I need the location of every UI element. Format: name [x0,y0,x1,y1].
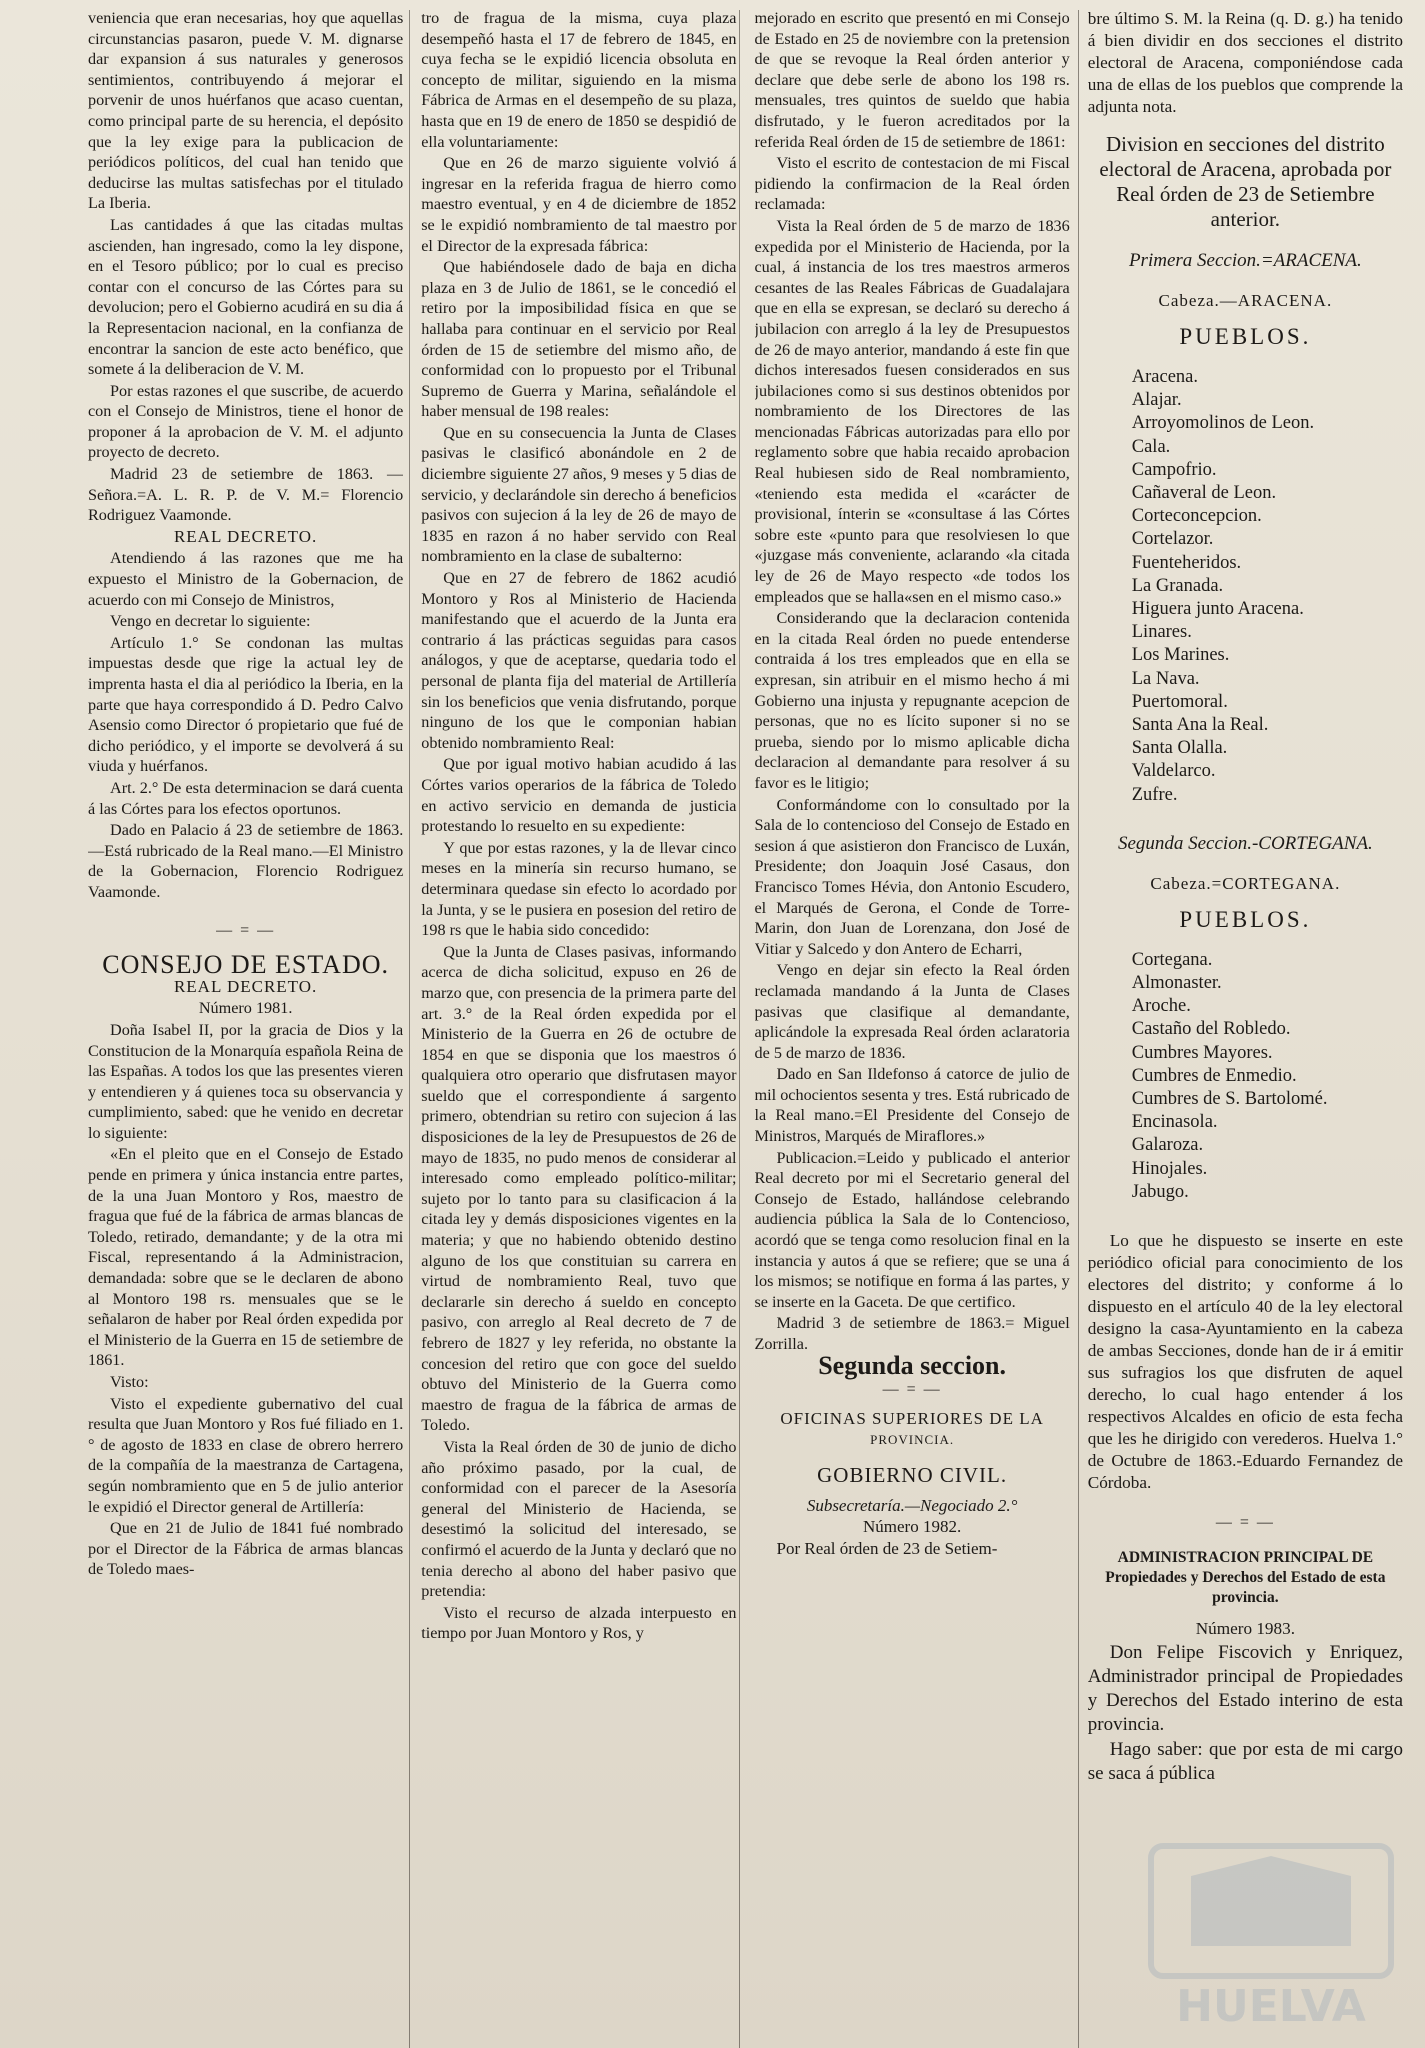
paragraph: Que por igual motivo habian acudido á las Córtes varios operarios de la fábrica de Toledo en activo servicio en demanda de justicia protestando lo resuelto en su expediente: [421,755,737,836]
paragraph: Atendiendo á las razones que me ha expuesto el Ministro de la Gobernacion, de acuerdo con mi Consejo de Ministros, [88,549,404,609]
paragraph: Visto el expediente gubernativo del cual resulta que Juan Montoro y Ros fué filiado en 1.° de agosto de 1833 en clase de obrero herrero de la compañía de la maestranza de Cartagena, según nombramiento que en 5 de julio anterior le expidió el Director general de Artillería: [88,1394,404,1516]
list-item: Santa Ana la Real. [1131,715,1269,736]
section-heading: REAL DECRETO. [173,526,318,546]
list-item: Higuera junto Aracena. [1131,599,1304,620]
stamp-word: HUELVA [1176,1981,1366,2032]
paragraph: Que en 26 de marzo siguiente volvió á ingresar en la referida fragua de hierro como maestro eventual, y en 4 de diciembre de 1852 se le expidió nombramiento de tal maestro por el Director de la expresada fábrica: [421,154,737,255]
section-heading: CONSEJO DE ESTADO. [102,950,389,980]
list-item: Cortelazor. [1131,529,1214,550]
paragraph: Art. 2.° De esta determinacion se dará cuenta á las Córtes para los efectos oportunos. [88,778,404,818]
pueblos-list-2 [1132,949,1403,1204]
paragraph: «En el pleito que en el Consejo de Estado pende en primera y única instancia entre partes, de la una Juan Montoro y Ros, maestro de fragua que fué de la fábrica de armas blancas de Toledo, retirado, demandante; y de la otra mi Fiscal, representando á la Administracion, demandada: sobre que se le declaren de abono al Montoro 198 rs. mensuales que se le señalaron de haber por Real órden expedida por el Ministerio de la Guerra en 15 de setiembre de 1861. [88,1145,404,1370]
paragraph: mejorado en escrito que presentó en mi Consejo de Estado en 25 de noviembre con la pretension de que se revoque la Real órden anterior y declare que debe serle de abono los 198 rs. mensuales, tres quintos de sueldo que habia disfrutado, y le fueron acreditados por la referida Real órden de 15 de setiembre de 1861: [754,9,1070,151]
list-item: Valdelarco. [1131,761,1216,782]
column-rule [739,10,740,2048]
column-2 [421,8,736,2048]
office-line: Subsecretaría.—Negociado 2.° [806,1495,1018,1515]
section-heading: OFICINAS SUPERIORES DE LA [780,1408,1044,1428]
division-title: Division en secciones del distrito electoral de Aracena, aprobada por Real órden de 23 de Setiembre anterior. [1099,132,1392,231]
list-item: Campofrio. [1131,459,1217,480]
list-item: Cañaveral de Leon. [1131,483,1277,504]
paragraph: Que en su consecuencia la Junta de Clases pasivas le clasificó abonándole en 2 de diciembre siguiente 27 años, 9 meses y 5 dias de servicio, y declarándole sin derecho á beneficios pasivos con sujecion á la ley de 26 de mayo de 1835 en razon á no haber servido con Real nombramiento en la clase de subalterno: [421,423,737,566]
list-item: Encinasola. [1131,1112,1218,1133]
paragraph: Vista la Real órden de 30 de junio de dicho año próximo pasado, por la cual, de conformidad con el parecer de la Asesoría general del Ministerio de Hacienda, se desestimó la solicitud del interesado, se confirmó el acuerdo de la Junta y declaró que no tenia derecho al abono del haber pasivo que pretendia: [421,1437,737,1601]
pueblos-heading: PUEBLOS. [1179,324,1312,349]
list-item: Puertomoral. [1131,691,1228,712]
paragraph: Que en 21 de Julio de 1841 fué nombrado por el Director de la Fábrica de armas blancas de Toledo maes- [88,1519,404,1579]
paragraph: Visto: [110,1373,149,1391]
column-3 [755,8,1070,2048]
list-item: Galaroza. [1131,1135,1204,1156]
paragraph: Que la Junta de Clases pasivas, informando acerca de dicha solicitud, expuso en 26 de marzo que, con presencia de la primera parte del art. 3.° de la Real órden expedida por el Ministerio de la Guerra en 26 de octubre de 1854 en que se disponia que los maestros ó qualquiera otro operario que disfrutasen mayor sueldo que el correspondiente á sargento primero, obtendrian su retiro con sujecion á las disposiciones de la ley de Presupuestos de 26 de mayo de 1835, no pudo menos de considerar al interesado como empleado político-militar; sujeto por lo tanto para su clasificacion á la citada ley y demás disposiciones vigentes en la materia; y que no habiendo obtenido destino alguno de los que constituian su carrera en virtud de nombramiento Real, tuvo que declararle sin derecho á sueldo en concepto pasivo, con arreglo al Real decreto de 7 de febrero de 1827 y ley referida, no obstante la concesion del retiro que con goce del sueldo obtuvo del Ministerio de la Guerra como maestro de fragua de la fábrica de armas de Toledo. [421,942,737,1435]
paragraph: Dado en Palacio á 23 de setiembre de 1863.—Está rubricado de la Real mano.—El Ministro de la Gobernacion, Florencio Rodriguez Vaamonde. [88,821,404,901]
document-number: Número 1982. [863,1517,962,1537]
paragraph: Considerando que la declaracion contenida en la citada Real órden no puede entenderse contraida á los tres empleados que en ella se expresan, sin atribuir en el mismo hecho á mi Gobierno una injusta y repugnante acepcion de personas, que no es lícito suponer si no se prueba, siendo por lo mismo aplicable dicha declaracion al demandante para resolver á su favor es le litigio; [754,609,1070,792]
cabeza-2: Cabeza.=CORTEGANA. [1150,873,1341,893]
paragraph: Lo que he dispuesto se inserte en este periódico oficial para conocimiento de los electores del distrito; y conforme á lo dispuesto en el artículo 40 de la ley electoral designo la casa-Ayuntamiento en la cabeza de ambas Secciones, donde han de ir á emitir sus sufragios los que disfruten de aquel derecho, lo cual hago entender á los respectivos Alcaldes en oficio de esta fecha que les he dirigido con verederos. Huelva 1.° de Octubre de 1863.-Eduardo Fernandez de Córdoba. [1087,1231,1403,1493]
list-item: Santa Olalla. [1131,738,1228,759]
paragraph: Y que por estas razones, y la de llevar cinco meses en la minería sin recurso humano, se determinara quedase sin efecto lo acordado por la Junta, y se le pusiera en posesion del retiro de 198 rs que le habia sido concedido: [421,838,737,940]
list-item: Hinojales. [1131,1158,1208,1179]
pueblos-list-1 [1132,366,1403,807]
list-item: Alajar. [1131,390,1182,411]
paragraph: Que habiéndosele dado de baja en dicha plaza en 3 de Julio de 1861, se le concedió el retiro por la imposibilidad física en que se hallaba para continuar en el servicio por Real órden de 15 de setiembre del mismo año, de conformidad con lo propuesto por el Tribunal Supremo de Guerra y Marina, señalándole el haber mensual de 198 reales: [421,258,737,421]
section-heading-1: Primera Seccion.=ARACENA. [1128,250,1362,271]
section-heading: GOBIERNO CIVIL. [817,1462,1008,1487]
list-item: Castaño del Robledo. [1131,1019,1291,1040]
paragraph: Publicacion.=Leido y publicado el anterior Real decreto por mi el Secretario general del Consejo de Estado, hallándose celebrando audiencia pública la Sala de lo Contencioso, acordó que se tenga como resolucion final en la instancia y autos á que se refiere; que se una á los mismos; se notifique en forma á las partes, y se inserte en la Gaceta. De que certifico. [754,1148,1070,1311]
paragraph: Dado en San Ildefonso á catorce de julio de mil ochocientos sesenta y tres. Está rubricado de la Real mano.=El Presidente del Consejo de Ministros, Marqués de Miraflores.» [754,1065,1070,1146]
separator: — = — [882,1381,942,1399]
list-item: Los Marines. [1131,645,1230,666]
signature-paragraph: Madrid 23 de setiembre de 1863. —Señora.=A. L. R. P. de V. M.= Florencio Rodriguez Vaamonde. [88,465,404,525]
list-item: Almonaster. [1131,973,1222,994]
cabeza-1: Cabeza.—ARACENA. [1158,291,1333,310]
list-item: Jabugo. [1131,1181,1189,1202]
paragraph: Visto el recurso de alzada interpuesto en tiempo por Juan Montoro y Ros, y [421,1603,737,1643]
paragraph: Doña Isabel II, por la gracia de Dios y la Constitucion de la Monarquía española Reina de las Españas. A todos los que las presentes vieren y entendieren y á quienes toca su observancia y cumplimiento, sabed: que he venido en decretar lo siguiente: [88,1020,404,1142]
list-item: Fuenteheridos. [1131,552,1242,573]
paragraph: bre último S. M. la Reina (q. D. g.) ha tenido á bien dividir en dos secciones el distrito electoral de Aracena, componiéndose cada una de ellas de los pueblos que comprende la adjunta nota. [1087,9,1403,116]
column-rule [1078,10,1079,2048]
list-item: Cala. [1131,436,1171,457]
paragraph: Conformándome con lo consultado por la Sala de lo contencioso del Consejo de Estado en sesion á que asistieron don Francisco de Luxán, Presidente; don Joaquin José Casaus, don Francisco Tomes Hévia, don Antonio Escudero, el Marqués de Gerona, el Conde de Torre-Marin, don Juan de Lorenzana, don José de Vitiar y Salcedo y don Antero de Echarri, [754,795,1070,958]
paragraph: Artículo 1.° Se condonan las multas impuestas desde que rige la actual ley de imprenta hasta el dia al periódico la Iberia, en la parte que haya correspondido á D. Pedro Calvo Asensio como Director ó propietario que fué de dicho periódico, y el importe se devolverá á su viuda y huérfanos. [88,633,404,776]
paragraph: Vengo en decretar lo siguiente: [110,612,311,631]
paragraph: Vengo en dejar sin efecto la Real órden reclamada mandando á la Junta de Clases pasivas que clasifique al demandante, aplicándole la expresada Real órden aclaratoria de 5 de marzo de 1836. [754,961,1070,1062]
paragraph: tro de fragua de la misma, cuya plaza desempeñó hasta el 17 de febrero de 1845, en cuya fecha se le expidió licencia obsoluta en concepto de militar, siguiendo en la misma Fábrica de Armas en el desempeño de su plaza, hasta que en 19 de enero de 1850 se despidió de ella voluntariamente: [421,9,737,151]
separator: — = — [216,921,276,939]
list-item: Aroche. [1131,996,1191,1017]
paragraph: Las cantidades á que las citadas multas ascienden, han ingresado, como la ley dispone, en el Tesoro público; por lo cual es preciso contar con el concurso de las Córtes para su devolucion; pero el Gobierno acudirá en su dia á la Representacion nacional, en la confianza de encontrar la sancion de este acto benéfico, que somete á la deliberacion de V. M. [88,215,404,379]
paragraph: Por estas razones el que suscribe, de acuerdo con el Consejo de Ministros, tiene el honor de proponer á la aprobacion de V. M. el adjunto proyecto de decreto. [88,381,404,462]
list-item: La Nava. [1131,668,1200,689]
pueblos-heading: PUEBLOS. [1179,906,1312,932]
paragraph: Visto el escrito de contestacion de mi Fiscal pidiendo la confirmacion de la Real órden reclamada: [754,154,1070,214]
section-heading-2: Segunda Seccion.-CORTEGANA. [1117,832,1373,854]
paragraph: Hago saber: que por esta de mi cargo se saca á pública [1087,1739,1403,1785]
paragraph: Por Real órden de 23 de Setiem- [776,1538,998,1558]
list-item: Cortegana. [1131,949,1213,970]
list-item: Corteconcepcion. [1131,506,1262,527]
column-4 [1088,8,1403,2048]
list-item: Aracena. [1131,367,1198,387]
column-1 [88,8,403,2048]
section-subheading: PROVINCIA. [870,1432,955,1448]
list-item: Zufre. [1131,784,1178,805]
paragraph: Vista la Real órden de 5 de marzo de 1836 expedida por el Ministerio de Hacienda, por la cual, á instancia de los tres maestros armeros cesantes de las Reales Fábricas de Guadalajara que en ella se expresan, se declaró su derecho á jubilacion con arreglo á la ley de Presupuestos de 26 de mayo anterior, mandando á este fin que dichos interesados fuesen considerados en sus jubilaciones como si sus destinos obtenidos por nombramiento de los Directores de las mencionadas Fábricas autorizadas para ello por reglamento sobre que habia recaido aprobacion Real hubiesen sido de Real nombramiento, «teniendo esta medida el «carácter de provisional, ínterin se «consultase á las Córtes sobre este «punto para que resolviesen lo que «juzgase más conveniente, aclarando «la citada ley de 26 de Mayo respecto «de todos los empleados que se halla«sen en el mismo caso.» [754,216,1070,606]
list-item: Cumbres de S. Bartolomé. [1131,1089,1328,1110]
paragraph: Don Felipe Fiscovich y Enriquez, Administrador principal de Propiedades y Derechos del Estado interino de esta provincia. [1087,1642,1403,1736]
signature-paragraph: Madrid 3 de setiembre de 1863.= Miguel Zorrilla. [754,1314,1070,1353]
paragraph: veniencia que eran necesarias, hoy que aquellas circunstancias pasaron, puede V. M. dignarse dar expansion á sus naturales y generosos sentimientos, contribuyendo á mejorar el porvenir de unos huérfanos que acaso cuentan, como principal parte de su herencia, el depósito que la ley exige para la publicacion de periódicos políticos, del cual han tenido que deducirse las multas satisfechas por el titulado La Iberia. [88,9,404,213]
list-item: Linares. [1131,622,1192,643]
document-number: Número 1981. [198,999,293,1018]
section-heading: Segunda seccion. [818,1350,1007,1380]
paragraph: Que en 27 de febrero de 1862 acudió Montoro y Ros al Ministerio de Hacienda manifestando que el acuerdo de la Junta era contrario á las prácticas seguidas para casos análogos, y que de aceptarse, quedaria todo el personal de planta fija del material de Artillería sin los beneficios que venia disfrutando, porque ninguno de los que le componian habian obtenido nombramiento Real: [421,569,737,752]
list-item: Cumbres de Enmedio. [1131,1065,1297,1086]
section-heading: ADMINISTRACION PRINCIPAL DE Propiedades y Derechos del Estado de esta provincia. [1105,1549,1386,1607]
list-item: La Granada. [1131,575,1224,596]
separator: — = — [1215,1514,1275,1532]
section-heading: REAL DECRETO. [173,976,318,996]
column-rule [409,10,410,2048]
list-item: Cumbres Mayores. [1131,1042,1273,1063]
list-item: Arroyomolinos de Leon. [1131,413,1315,434]
document-number: Número 1983. [1195,1619,1296,1639]
